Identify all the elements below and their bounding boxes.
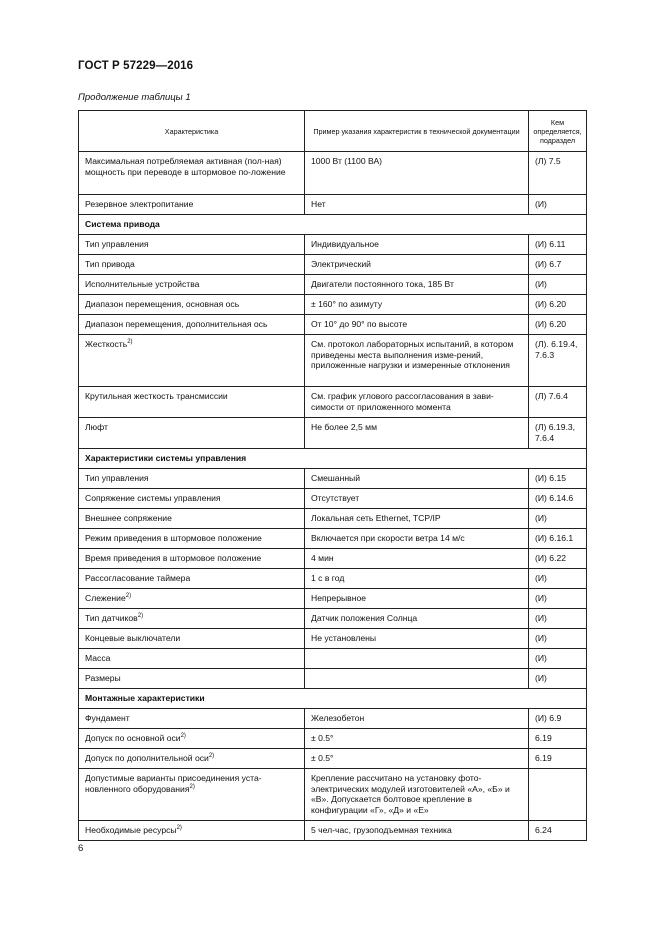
reference-cell <box>529 769 587 821</box>
characteristic-cell <box>79 589 305 609</box>
table-row <box>79 549 587 569</box>
characteristic-name: Фундамент <box>85 713 130 723</box>
column-header-example: Пример указания характеристик в технической документации <box>305 111 529 152</box>
table-row <box>79 295 587 315</box>
table-row <box>79 235 587 255</box>
example-cell: ± 0.5° <box>305 749 529 769</box>
standard-title: ГОСТ Р 57229—2016 <box>78 60 194 72</box>
table-row <box>79 418 587 449</box>
example-cell <box>305 669 529 689</box>
characteristic-cell <box>79 749 305 769</box>
footnote-marker: 2) <box>176 825 182 831</box>
characteristic-cell <box>79 315 305 335</box>
example-cell: Локальная сеть Ethernet, TCP/IP <box>305 509 529 529</box>
reference-cell: (Л) 7.6.4 <box>529 387 587 418</box>
reference-cell: (И) 6.9 <box>529 709 587 729</box>
characteristic-name: Тип привода <box>85 259 135 269</box>
reference-cell: (И) <box>529 569 587 589</box>
reference-cell: (И) <box>529 609 587 629</box>
characteristic-cell <box>79 387 305 418</box>
characteristic-name: Режим приведения в штормовое положение <box>85 533 262 543</box>
table-row <box>79 569 587 589</box>
table-row <box>79 335 587 387</box>
reference-cell: (И) <box>529 509 587 529</box>
table-row <box>79 529 587 549</box>
example-cell: Включается при скорости ветра 14 м/с <box>305 529 529 549</box>
reference-cell: (И) 6.11 <box>529 235 587 255</box>
reference-cell: (И) <box>529 669 587 689</box>
table-row <box>79 609 587 629</box>
example-cell: Отсутствует <box>305 489 529 509</box>
footnote-marker: 2) <box>208 753 215 759</box>
table-row <box>79 387 587 418</box>
characteristic-name: Рассогласование таймера <box>85 573 191 583</box>
table-row <box>79 315 587 335</box>
example-cell: 5 чел-час, грузоподъемная техника <box>305 821 529 841</box>
characteristic-cell <box>79 152 305 195</box>
section-title: Система привода <box>79 215 587 235</box>
characteristic-name: Люфт <box>85 422 108 432</box>
characteristic-name: Тип управления <box>85 239 149 249</box>
example-cell: Индивидуальное <box>305 235 529 255</box>
example-cell: ± 160° по азимуту <box>305 295 529 315</box>
reference-cell: (Л) 7.5 <box>529 152 587 195</box>
reference-cell: (И) <box>529 589 587 609</box>
example-cell: Крепление рассчитано на установку фото-электрических модулей изготовителей «А», «Б» и «В». Допускается болтовое крепление в конфигурации «Г», «Д» и «Е» <box>305 769 529 821</box>
table-row <box>79 629 587 649</box>
reference-cell: (И) 6.20 <box>529 295 587 315</box>
characteristic-name: Тип датчиков <box>85 613 138 623</box>
table-row <box>79 669 587 689</box>
characteristic-name: Размеры <box>85 673 121 683</box>
example-cell: Железобетон <box>305 709 529 729</box>
table-caption: Продолжение таблицы 1 <box>78 92 191 103</box>
characteristic-cell <box>79 489 305 509</box>
section-title: Монтажные характеристики <box>79 689 587 709</box>
table-row <box>79 275 587 295</box>
example-cell: Непрерывное <box>305 589 529 609</box>
example-cell: Двигатели постоянного тока, 185 Вт <box>305 275 529 295</box>
characteristic-cell <box>79 418 305 449</box>
section-title: Характеристики системы управления <box>79 449 587 469</box>
characteristic-name: Слежение <box>85 593 126 603</box>
reference-cell: 6.24 <box>529 821 587 841</box>
table-row <box>79 649 587 669</box>
characteristic-cell <box>79 609 305 629</box>
characteristic-cell <box>79 509 305 529</box>
reference-cell: (И) <box>529 629 587 649</box>
footnote-marker: 2) <box>137 613 144 619</box>
reference-cell: (И) 6.22 <box>529 549 587 569</box>
characteristic-cell <box>79 669 305 689</box>
example-cell: См. график углового рассогласования в зави-симости от приложенного момента <box>305 387 529 418</box>
characteristic-cell <box>79 275 305 295</box>
characteristic-name: Необходимые ресурсы <box>85 825 177 835</box>
characteristic-cell <box>79 195 305 215</box>
reference-cell: (И) <box>529 275 587 295</box>
footnote-marker: 2) <box>189 783 195 790</box>
characteristic-cell <box>79 649 305 669</box>
table-row <box>79 509 587 529</box>
characteristic-name: Внешнее сопряжение <box>85 513 172 523</box>
column-header-reference: Кем определяется, подраздел <box>529 111 587 152</box>
characteristic-cell <box>79 235 305 255</box>
column-header-characteristic: Характеристика <box>79 111 305 152</box>
reference-cell: (И) 6.7 <box>529 255 587 275</box>
example-cell <box>305 649 529 669</box>
characteristic-name: Резервное электропитание <box>85 199 194 209</box>
characteristic-cell <box>79 529 305 549</box>
reference-cell: (И) <box>529 195 587 215</box>
characteristic-cell <box>79 729 305 749</box>
reference-cell: (Л) 6.19.3, 7.6.4 <box>529 418 587 449</box>
reference-cell: 6.19 <box>529 729 587 749</box>
characteristic-name: Максимальная потребляемая активная (пол-ная) мощность при переводе в штормовое по-ложение <box>85 156 286 177</box>
characteristic-name: Тип управления <box>85 473 149 483</box>
reference-cell: (И) 6.14.6 <box>529 489 587 509</box>
table-row <box>79 749 587 769</box>
characteristic-cell <box>79 335 305 387</box>
footnote-marker: 2) <box>125 593 132 599</box>
page-number: 6 <box>78 843 84 854</box>
example-cell: 1000 Вт (1100 ВА) <box>305 152 529 195</box>
table-section-row <box>79 689 587 709</box>
characteristic-name: Жесткость <box>85 339 128 349</box>
table-row <box>79 729 587 749</box>
table-section-row <box>79 449 587 469</box>
table-row <box>79 469 587 489</box>
characteristic-name: Концевые выключатели <box>85 633 181 643</box>
table-body <box>79 152 587 841</box>
characteristic-cell <box>79 569 305 589</box>
table-header-row <box>79 111 587 152</box>
table-row <box>79 709 587 729</box>
reference-cell: 6.19 <box>529 749 587 769</box>
reference-cell: (И) 6.15 <box>529 469 587 489</box>
characteristic-cell <box>79 709 305 729</box>
example-cell: См. протокол лабораторных испытаний, в котором приведены места выполнения изме-рений, приложенные нагрузки и измеренные отклонения <box>305 335 529 387</box>
table-row <box>79 821 587 841</box>
table-row <box>79 769 587 821</box>
characteristic-name: Сопряжение системы управления <box>85 493 221 503</box>
spec-table <box>78 110 587 841</box>
table-section-row <box>79 215 587 235</box>
example-cell: Нет <box>305 195 529 215</box>
reference-cell: (И) 6.16.1 <box>529 529 587 549</box>
characteristic-name: Исполнительные устройства <box>85 279 200 289</box>
example-cell: Смешанный <box>305 469 529 489</box>
characteristic-cell <box>79 255 305 275</box>
reference-cell: (И) 6.20 <box>529 315 587 335</box>
table-row <box>79 489 587 509</box>
characteristic-name: Диапазон перемещения, дополнительная ось <box>85 319 268 329</box>
example-cell: Не установлены <box>305 629 529 649</box>
table-row <box>79 255 587 275</box>
characteristic-name: Допустимые варианты присоединения уста-новленного оборудования <box>85 773 262 794</box>
example-cell: Электрический <box>305 255 529 275</box>
characteristic-cell <box>79 469 305 489</box>
characteristic-name: Крутильная жесткость трансмиссии <box>85 391 228 401</box>
characteristic-name: Допуск по дополнительной оси <box>85 753 209 763</box>
example-cell: Не более 2,5 мм <box>305 418 529 449</box>
characteristic-cell <box>79 629 305 649</box>
example-cell: От 10° до 90° по высоте <box>305 315 529 335</box>
footnote-marker: 2) <box>180 733 186 739</box>
characteristic-cell <box>79 769 305 821</box>
example-cell: ± 0.5° <box>305 729 529 749</box>
example-cell: 1 с в год <box>305 569 529 589</box>
reference-cell: (И) <box>529 649 587 669</box>
characteristic-cell <box>79 549 305 569</box>
footnote-marker: 2) <box>127 339 133 345</box>
table-row <box>79 152 587 195</box>
characteristic-name: Масса <box>85 653 111 663</box>
table-row <box>79 195 587 215</box>
example-cell: 4 мин <box>305 549 529 569</box>
characteristic-name: Время приведения в штормовое положение <box>85 553 262 563</box>
example-cell: Датчик положения Солнца <box>305 609 529 629</box>
characteristic-cell <box>79 295 305 315</box>
characteristic-name: Допуск по основной оси <box>85 733 181 743</box>
reference-cell: (Л). 6.19.4, 7.6.3 <box>529 335 587 387</box>
table-row <box>79 589 587 609</box>
characteristic-cell <box>79 821 305 841</box>
characteristic-name: Диапазон перемещения, основная ось <box>85 299 240 309</box>
